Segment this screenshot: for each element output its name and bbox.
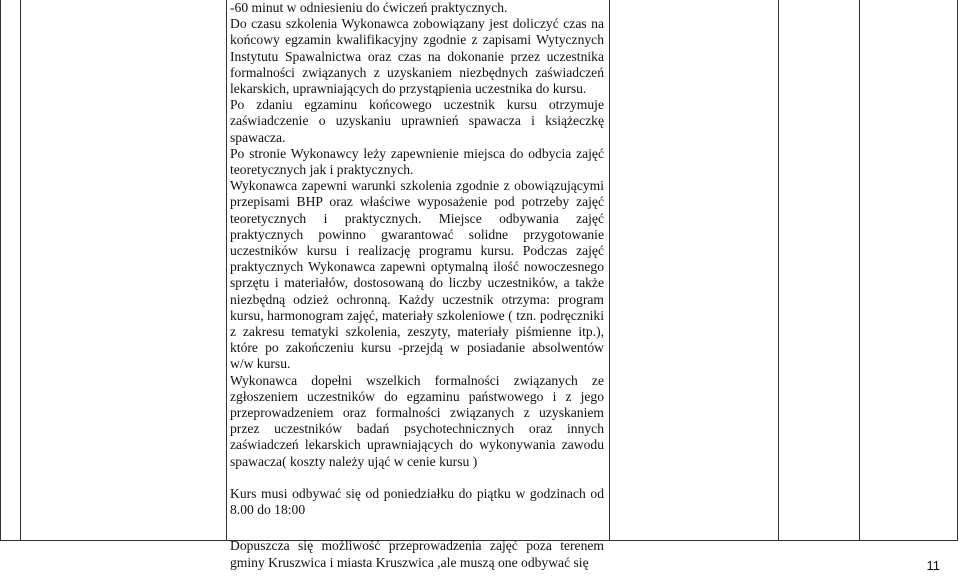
- paragraph-practical-minutes: -60 minut w odniesieniu do ćwiczeń praktycznych.: [230, 0, 508, 15]
- paragraph-conditions: Wykonawca zapewni warunki szkolenia zgodnie z obowiązującymi przepisami BHP oraz właściwe wyposażenie pod potrzeby zajęć teoretycznych i praktycznych. Miejsce odbywania zajęć praktycznych powinno gwarantować solidne przygotowanie uczestników kursu i realizację programu kursu. Podczas zajęć praktycznych Wykonawca zapewni optymalną ilość nowoczesnego sprzętu i materiałów, dostosowaną do liczby uczestników, a także niezbędną odzież ochronną. Każdy uczestnik otrzyma: program kursu, harmonogram zajęć, materiały szkoleniowe ( tzn. podręczniki z zakresu tematyki szkolenia, zeszyty, materiały piśmienne itp.), które po zakończeniu kursu -przejdą w posiadanie absolwentów w/w kursu.: [230, 178, 604, 372]
- paragraph-schedule: Kurs musi odbywać się od poniedziałku do piątku w godzinach od 8.00 do 18:00: [230, 485, 604, 518]
- table-column-divider: [609, 0, 610, 540]
- paragraph-exam-time: Do czasu szkolenia Wykonawca zobowiązany jest doliczyć czas na końcowy egzamin kwalifikacyjny zgodnie z zapisami Wytycznych Instytutu Spawalnictwa oraz czas na dokonanie przez uczestnika formalności związanych z uzyskaniem niezbędnych zaświadczeń lekarskich, uprawniających do przystąpienia uczestnika do kursu.: [230, 16, 604, 97]
- table-column-divider: [859, 0, 860, 540]
- paragraph-venue: Po stronie Wykonawcy leży zapewnienie miejsca do odbycia zajęć teoretycznych jak i praktycznych.: [230, 145, 604, 178]
- table-column-divider: [226, 0, 227, 540]
- paragraph-formalities: Wykonawca dopełni wszelkich formalności związanych ze zgłoszeniem uczestników do egzaminu państwowego i z jego przeprowadzeniem oraz formalności związanych z uzyskaniem przez uczestników badań psychotechnicznych oraz innych zaświadczeń lekarskich uprawniających do wykonywania zawodu spawacza( koszty należy ująć w cenie kursu ): [230, 372, 604, 469]
- paragraph-certificate: Po zdaniu egzaminu końcowego uczestnik kursu otrzymuje zaświadczenie o uzyskaniu uprawnień spawacza i książeczkę spawacza.: [230, 97, 604, 145]
- table-column-divider: [778, 0, 779, 540]
- description-cell: [230, 0, 604, 571]
- page-number: 11: [926, 558, 940, 573]
- paragraph-location: Dopuszcza się możliwość przeprowadzenia zajęć poza terenem gminy Kruszwica i miasta Kruszwica ,ale muszą one odbywać się: [230, 538, 604, 570]
- table-column-divider: [20, 0, 21, 540]
